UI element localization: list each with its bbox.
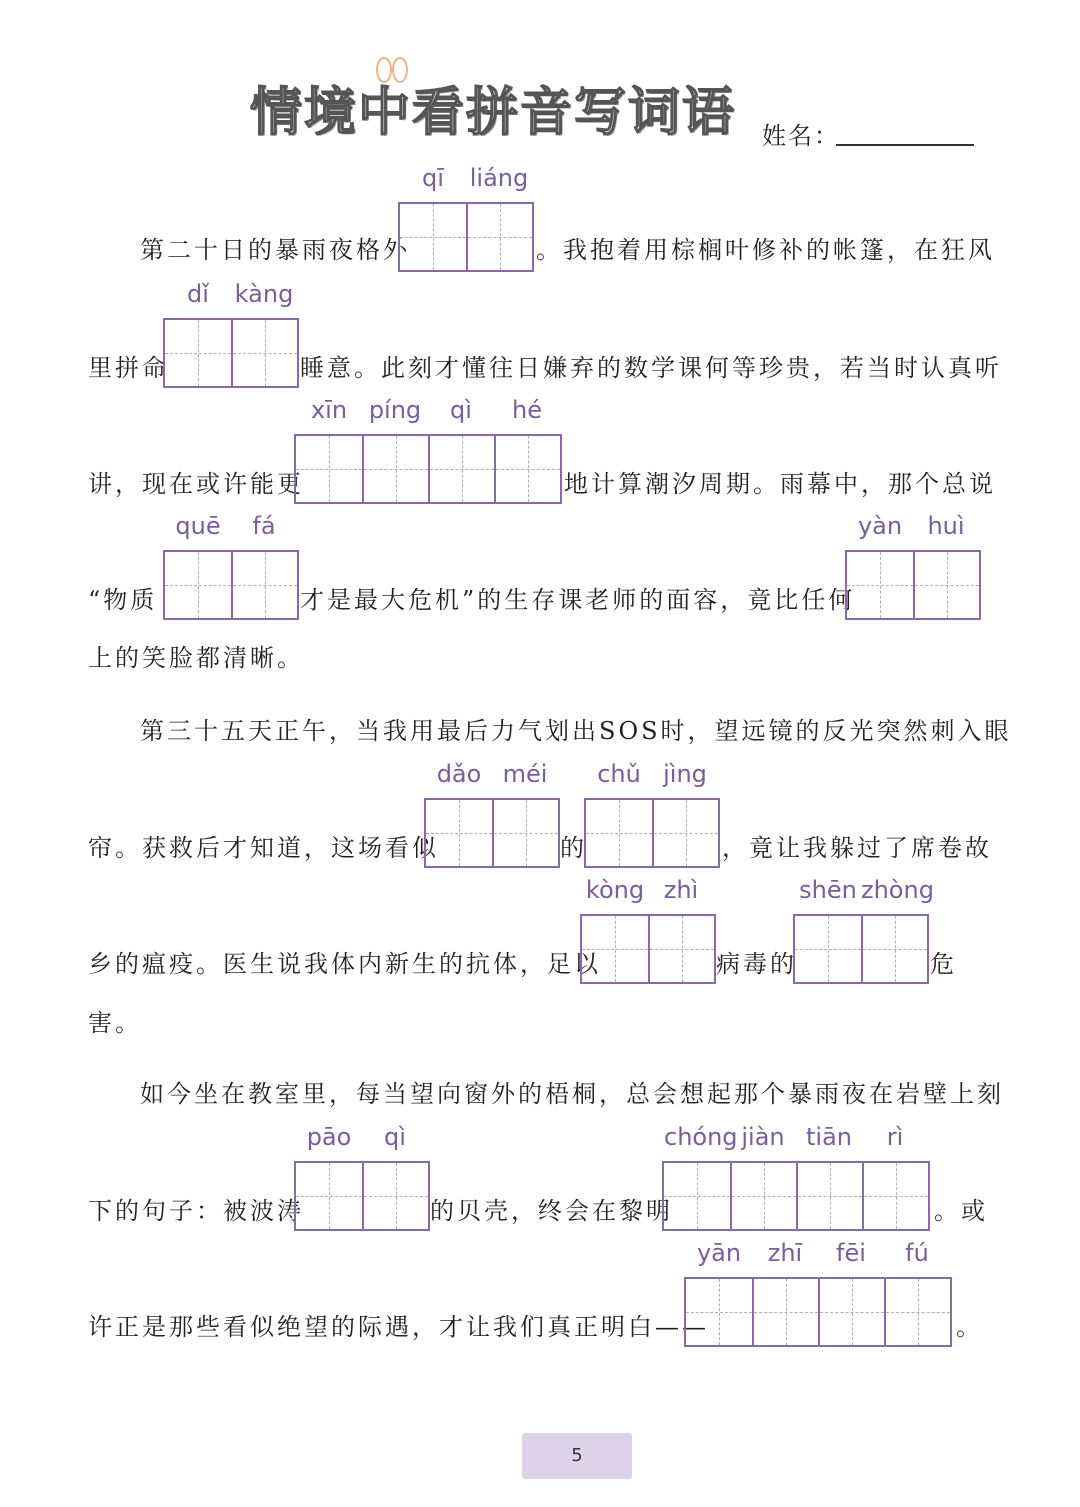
text-line: 乡的瘟疫。医生说我体内新生的抗体，足以 (88, 950, 601, 978)
page-number: 5 (522, 1433, 632, 1479)
writing-cell[interactable] (296, 436, 362, 502)
answer-boxes-kong-zhi[interactable] (580, 914, 716, 984)
answer-boxes-chu-jing[interactable] (584, 798, 720, 868)
pinyin-label: qì (384, 1123, 406, 1151)
name-label: 姓名： (762, 122, 840, 150)
pinyin-label: yàn (857, 512, 903, 540)
writing-cell[interactable] (165, 320, 231, 386)
pinyin-label: qī (422, 164, 444, 192)
pinyin-label: dǐ (187, 280, 209, 308)
writing-cell[interactable] (795, 916, 861, 982)
writing-cell[interactable] (296, 1163, 362, 1229)
text-line: 病毒的 (716, 950, 797, 978)
writing-cell[interactable] (400, 204, 466, 270)
writing-cell[interactable] (582, 916, 648, 982)
text-line: 第三十五天正午，当我用最后力气划出SOS时，望远镜的反光突然刺入眼 (140, 717, 1012, 745)
text-line: 。我抱着用棕榈叶修补的帐篷，在狂风 (536, 236, 995, 264)
pinyin-label: quē (175, 512, 221, 540)
text-line: 许正是那些看似绝望的际遇，才让我们真正明白—— (88, 1313, 709, 1341)
answer-boxes-yan-zhi-fei-fu[interactable] (684, 1277, 952, 1347)
writing-cell[interactable] (862, 1163, 928, 1229)
writing-cell[interactable] (492, 800, 558, 866)
writing-cell[interactable] (884, 1279, 950, 1345)
writing-cell[interactable] (664, 1163, 730, 1229)
writing-cell[interactable] (494, 436, 560, 502)
text-line: 才是最大危机”的生存课老师的面容，竟比任何 (300, 586, 856, 614)
writing-cell[interactable] (796, 1163, 862, 1229)
answer-boxes-que-fa[interactable] (163, 550, 299, 620)
text-line: 的贝壳，终会在黎明 (430, 1197, 673, 1225)
page-title: 情境中看拼音写词语 (250, 83, 737, 143)
pinyin-label: jìng (663, 760, 707, 788)
pinyin-label: pāo (306, 1123, 352, 1151)
pinyin-label: fá (252, 512, 276, 540)
writing-cell[interactable] (861, 916, 927, 982)
text-line: 危 (930, 950, 957, 978)
writing-cell[interactable] (362, 1163, 428, 1229)
writing-cell[interactable] (428, 436, 494, 502)
writing-cell[interactable] (362, 436, 428, 502)
text-line: 的 (560, 834, 587, 862)
pinyin-label: yān (696, 1239, 742, 1267)
pinyin-label: zhì (663, 876, 699, 904)
answer-boxes-yan-hui[interactable] (845, 550, 981, 620)
pinyin-label: xīn (310, 396, 348, 424)
writing-cell[interactable] (648, 916, 714, 982)
writing-cell[interactable] (847, 552, 913, 618)
pinyin-label: píng (368, 396, 422, 424)
answer-boxes-dao-mei[interactable] (424, 798, 560, 868)
pinyin-label: liáng (469, 164, 529, 192)
writing-cell[interactable] (652, 800, 718, 866)
text-line: 。 (956, 1313, 983, 1341)
writing-cell[interactable] (426, 800, 492, 866)
writing-cell[interactable] (586, 800, 652, 866)
writing-cell[interactable] (913, 552, 979, 618)
text-line: 害。 (88, 1009, 142, 1037)
text-line: 下的句子：被波涛 (88, 1197, 304, 1225)
writing-cell[interactable] (686, 1279, 752, 1345)
answer-boxes-xin-ping-qi-he[interactable] (294, 434, 562, 504)
text-line: 上的笑脸都清晰。 (88, 644, 304, 672)
pinyin-label: zhòng (861, 876, 934, 904)
text-line: 如今坐在教室里，每当望向窗外的梧桐，总会想起那个暴雨夜在岩壁上刻 (140, 1080, 1004, 1108)
text-line: 第二十日的暴雨夜格外 (140, 236, 410, 264)
text-line: ，竟让我躲过了席卷故 (722, 834, 992, 862)
text-line: 。或 (934, 1197, 988, 1225)
pinyin-label: hé (512, 396, 542, 424)
pinyin-label: tiān (806, 1123, 852, 1151)
text-line: 里拼命 (88, 354, 169, 382)
text-line: 地计算潮汐周期。雨幕中，那个总说 (564, 470, 996, 498)
pinyin-label: shēn (799, 876, 857, 904)
writing-cell[interactable] (730, 1163, 796, 1229)
text-line: 帘。获救后才知道，这场看似 (88, 834, 439, 862)
text-line: 睡意。此刻才懂往日嫌弃的数学课何等珍贵，若当时认真听 (300, 354, 1002, 382)
pinyin-label: fú (905, 1239, 929, 1267)
answer-boxes-di-kang[interactable] (163, 318, 299, 388)
pinyin-label: fēi (836, 1239, 866, 1267)
pinyin-label: kòng (585, 876, 645, 904)
writing-cell[interactable] (165, 552, 231, 618)
pinyin-label: méi (502, 760, 548, 788)
writing-cell[interactable] (231, 320, 297, 386)
pinyin-label: rì (886, 1123, 904, 1151)
pinyin-label: jiàn (741, 1123, 785, 1151)
pinyin-label: qì (450, 396, 472, 424)
pinyin-label: kàng (234, 280, 294, 308)
answer-boxes-qi-liang[interactable] (398, 202, 534, 272)
text-line: “物质 (88, 586, 158, 614)
writing-cell[interactable] (818, 1279, 884, 1345)
pinyin-label: huì (927, 512, 965, 540)
writing-cell[interactable] (466, 204, 532, 270)
answer-boxes-chong-jian-tian-ri[interactable] (662, 1161, 930, 1231)
answer-boxes-pao-qi[interactable] (294, 1161, 430, 1231)
pinyin-label: chǔ (597, 760, 641, 788)
pinyin-label: chóng (664, 1123, 738, 1151)
pinyin-label: zhī (767, 1239, 803, 1267)
answer-boxes-shen-zhong[interactable] (793, 914, 929, 984)
name-input-line[interactable] (836, 144, 974, 146)
pinyin-label: dǎo (436, 760, 482, 788)
text-line: 讲，现在或许能更 (88, 470, 304, 498)
writing-cell[interactable] (231, 552, 297, 618)
writing-cell[interactable] (752, 1279, 818, 1345)
